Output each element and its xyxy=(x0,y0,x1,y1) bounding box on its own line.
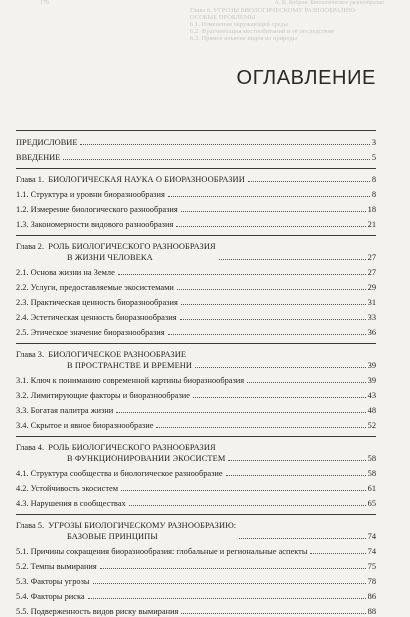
bleed-line: 6.3. Прямое изъятие видов из природы xyxy=(190,35,298,42)
toc-section-entry[interactable] xyxy=(16,185,376,200)
dot-leader xyxy=(181,304,366,305)
page-number: 8 xyxy=(371,190,376,199)
bleed-line: 6.2. Фрагментация местообитаний и её последствия xyxy=(190,28,334,35)
chapter-label: Глава 2. xyxy=(16,242,45,251)
dot-leader xyxy=(247,382,365,383)
section-title: 2.1. Основа жизни на Земле xyxy=(16,268,115,277)
toc-section-entry[interactable] xyxy=(16,263,376,278)
dot-leader xyxy=(121,490,366,491)
section-title: 1.3. Закономерности видового разнообразия xyxy=(16,220,174,229)
chapter-title: УГРОЗЫ БИОЛОГИЧЕСКОМУ РАЗНООБРАЗИЮ: xyxy=(48,521,237,530)
page-number: 88 xyxy=(367,607,376,616)
bleed-line: 6.1. Изменения окружающей среды xyxy=(190,21,289,28)
toc-section-entry[interactable] xyxy=(16,494,376,509)
chapter-label: Глава 5. xyxy=(16,521,45,530)
dot-leader xyxy=(181,211,366,212)
section-title: 2.2. Услуги, предоставляемые экосистемами xyxy=(16,283,174,292)
toc-top-entry[interactable] xyxy=(16,148,376,163)
section-title: 2.3. Практическая ценность биоразнообразия xyxy=(16,298,178,307)
section-title: 5.3. Факторы угрозы xyxy=(16,577,90,586)
section-title: 3.2. Лимитирующие факторы и биоразнообразие xyxy=(16,391,191,400)
toc-chapter-entry[interactable] xyxy=(16,438,376,464)
chapter-divider xyxy=(16,343,376,344)
toc-chapter-entry[interactable] xyxy=(16,516,376,542)
toc-section-entry[interactable] xyxy=(16,308,376,323)
chapter-divider xyxy=(16,235,376,236)
section-title: 3.1. Ключ к пониманию современной картины биоразнообразия xyxy=(16,376,245,385)
dot-leader xyxy=(248,181,370,182)
page-number: 3 xyxy=(371,138,376,147)
page-number: 31 xyxy=(367,298,376,307)
chapter-title: РОЛЬ БИОЛОГИЧЕСКОГО РАЗНООБРАЗИЯ xyxy=(48,242,216,251)
chapter-label: Глава 3. xyxy=(16,350,45,359)
section-title: 5.5. Подверженность видов риску вымирания xyxy=(16,607,179,616)
chapter-heading xyxy=(16,520,236,542)
dot-leader xyxy=(80,144,369,145)
toc-section-entry[interactable] xyxy=(16,416,376,431)
chapter-title-line2: В ФУНКЦИОНИРОВАНИИ ЭКОСИСТЕМ xyxy=(67,454,226,463)
chapter-heading xyxy=(16,241,216,263)
page-number: 48 xyxy=(367,406,376,415)
toc-section-entry[interactable] xyxy=(16,542,376,557)
toc-section-entry[interactable] xyxy=(16,401,376,416)
section-title: 1.1. Структура и уровни биоразнообразия xyxy=(16,190,165,199)
dot-leader xyxy=(168,334,366,335)
toc-section-entry[interactable] xyxy=(16,479,376,494)
section-title: 5.1. Причины сокращения биоразнообразия: глобальные и региональные аспекты xyxy=(16,547,308,556)
chapter-title: БИОЛОГИЧЕСКАЯ НАУКА О БИОРАЗНООБРАЗИИ xyxy=(48,175,245,184)
bleed-line: ОСОБЫЕ ПРОБЛЕМЫ xyxy=(190,14,256,21)
page-number: 5 xyxy=(371,153,376,162)
chapter-heading xyxy=(16,174,245,185)
toc-top-entry[interactable] xyxy=(16,133,376,148)
toc-section-entry[interactable] xyxy=(16,323,376,338)
chapter-divider xyxy=(16,514,376,515)
page-number: 58 xyxy=(367,454,376,463)
section-title: 5.4. Факторы риска xyxy=(16,592,85,601)
dot-leader xyxy=(195,367,366,368)
toc-divider xyxy=(16,130,376,131)
toc-section-entry[interactable] xyxy=(16,572,376,587)
bleed-header-right: А. В. Бобров. Биологическое разнообразие xyxy=(274,0,384,6)
dot-leader xyxy=(219,259,366,260)
dot-leader xyxy=(88,598,366,599)
toc-section-entry[interactable] xyxy=(16,557,376,572)
toc-chapter-entry[interactable] xyxy=(16,170,376,185)
table-of-contents xyxy=(16,130,376,617)
chapter-title: РОЛЬ БИОЛОГИЧЕСКОГО РАЗНООБРАЗИЯ xyxy=(48,443,216,452)
dot-leader xyxy=(180,319,366,320)
page-number: 29 xyxy=(367,283,376,292)
bleed-line: Глава 6. УГРОЗЫ БИОЛОГИЧЕСКОМУ РАЗНООБРАЗИЮ: xyxy=(190,7,357,14)
toc-section-entry[interactable] xyxy=(16,587,376,602)
page-number: 27 xyxy=(367,268,376,277)
toc-section-entry[interactable] xyxy=(16,386,376,401)
toc-section-entry[interactable] xyxy=(16,215,376,230)
page-number: 21 xyxy=(367,220,376,229)
dot-leader xyxy=(93,583,366,584)
page-number: 86 xyxy=(367,592,376,601)
section-title: 1.2. Измерение биологического разнообразия xyxy=(16,205,178,214)
page-number: 39 xyxy=(367,361,376,370)
page-number: 52 xyxy=(367,421,376,430)
toc-chapter-entry[interactable] xyxy=(16,237,376,263)
toc-section-entry[interactable] xyxy=(16,200,376,215)
dot-leader xyxy=(226,475,366,476)
page-number: 43 xyxy=(367,391,376,400)
toc-section-entry[interactable] xyxy=(16,278,376,293)
dot-leader xyxy=(228,460,365,461)
section-title: 5.2. Темпы вымирания xyxy=(16,562,97,571)
chapter-title: БИОЛОГИЧЕСКОЕ РАЗНООБРАЗИЕ xyxy=(48,350,187,359)
page-number: 8 xyxy=(371,175,376,184)
dot-leader xyxy=(116,412,365,413)
chapter-label: Глава 1. xyxy=(16,175,45,184)
page-number: 61 xyxy=(367,484,376,493)
top-entry-title: ПРЕДИСЛОВИЕ xyxy=(16,138,78,147)
chapter-title-line2: В ПРОСТРАНСТВЕ И ВРЕМЕНИ xyxy=(67,361,193,370)
bleed-through-text xyxy=(40,0,384,50)
page-number: 74 xyxy=(367,532,376,541)
chapter-title-line2: В ЖИЗНИ ЧЕЛОВЕКА xyxy=(67,253,153,262)
toc-chapter-entry[interactable] xyxy=(16,345,376,371)
page-number: 18 xyxy=(367,205,376,214)
page-number: 65 xyxy=(367,499,376,508)
chapter-label: Глава 4. xyxy=(16,443,45,452)
dot-leader xyxy=(129,505,366,506)
dot-leader xyxy=(181,613,365,614)
dot-leader xyxy=(176,226,365,227)
section-title: 2.4. Эстетическая ценность биоразнообразия xyxy=(16,313,177,322)
section-title: 2.5. Этическое значение биоразнообразия xyxy=(16,328,165,337)
dot-leader xyxy=(100,568,366,569)
section-title: 4.3. Нарушения в сообществах xyxy=(16,499,126,508)
chapter-heading xyxy=(16,349,192,371)
page-title: ОГЛАВЛЕНИЕ xyxy=(236,67,376,89)
toc-section-entry[interactable] xyxy=(16,602,376,617)
dot-leader xyxy=(193,397,366,398)
page-number: 74 xyxy=(367,547,376,556)
chapter-divider xyxy=(16,436,376,437)
dot-leader xyxy=(168,196,370,197)
dot-leader xyxy=(177,289,366,290)
section-title: 4.2. Устойчивость экосистем xyxy=(16,484,119,493)
page-number: 58 xyxy=(367,469,376,478)
top-entry-title: ВВЕДЕНИЕ xyxy=(16,153,61,162)
page-number: 36 xyxy=(367,328,376,337)
section-title: 4.1. Структура сообщества и биологическое разнообразие xyxy=(16,469,223,478)
toc-section-entry[interactable] xyxy=(16,464,376,479)
page-number: 33 xyxy=(367,313,376,322)
toc-section-entry[interactable] xyxy=(16,293,376,308)
page-number: 78 xyxy=(367,577,376,586)
dot-leader xyxy=(63,159,369,160)
dot-leader xyxy=(156,427,365,428)
page-number: 27 xyxy=(367,253,376,262)
dot-leader xyxy=(118,274,366,275)
chapter-divider xyxy=(16,168,376,169)
toc-section-entry[interactable] xyxy=(16,371,376,386)
bleed-header xyxy=(40,0,384,7)
page-number: 39 xyxy=(367,376,376,385)
section-title: 3.4. Скрытое и явное биоразнообразие xyxy=(16,421,154,430)
dot-leader xyxy=(310,553,365,554)
section-title: 3.3. Богатая палитра жизни xyxy=(16,406,114,415)
bleed-header-left: 176 xyxy=(40,0,49,6)
chapter-title-line2: БАЗОВЫЕ ПРИНЦИПЫ xyxy=(67,532,158,541)
chapter-heading xyxy=(16,442,225,464)
page-number: 75 xyxy=(367,562,376,571)
dot-leader xyxy=(239,538,365,539)
